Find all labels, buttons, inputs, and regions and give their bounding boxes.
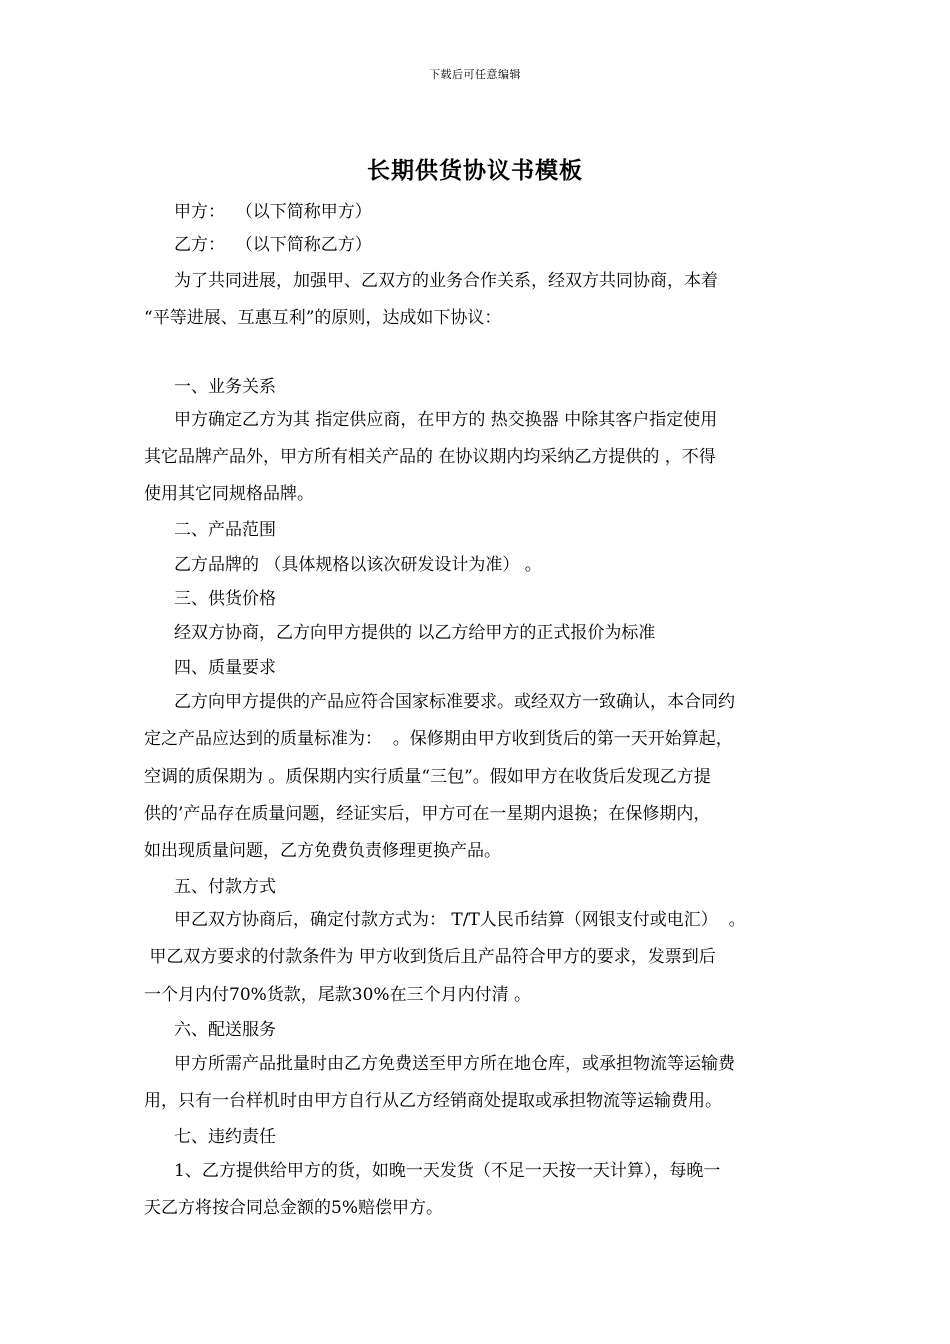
paragraph-line: 一个月内付70%货款，尾款30%在三个月内付清 。: [144, 985, 531, 1005]
section-heading-products: 二、产品范围: [174, 520, 276, 540]
party-a-line: 甲方： （以下简称甲方）: [174, 202, 372, 222]
paragraph-line: 经双方协商，乙方向甲方提供的 以乙方给甲方的正式报价为标准: [174, 623, 656, 643]
document-title: 长期供货协议书模板: [367, 157, 583, 184]
paragraph-line: 天乙方将按合同总金额的5%赔偿甲方。: [144, 1198, 443, 1218]
section-heading-business: 一、业务关系: [174, 377, 276, 397]
header-note: 下载后可任意编辑: [429, 68, 521, 81]
section-heading-delivery: 六、配送服务: [174, 1020, 276, 1040]
paragraph-line: 甲方确定乙方为其 指定供应商，在甲方的 热交换器 中除其客户指定使用: [174, 410, 718, 430]
paragraph-line: 乙方品牌的 （具体规格以该次研发设计为准） 。: [174, 555, 542, 575]
paragraph-line: 空调的质保期为 。质保期内实行质量“三包”。假如甲方在收货后发现乙方提: [144, 767, 711, 787]
paragraph-line: 使用其它同规格品牌。: [144, 484, 314, 504]
paragraph-line: 其它品牌产品外，甲方所有相关产品的 在协议期内均采纳乙方提供的 ，不得: [144, 447, 716, 467]
section-heading-quality: 四、质量要求: [174, 658, 276, 678]
section-heading-payment: 五、付款方式: [174, 877, 276, 897]
paragraph-line: 甲乙双方要求的付款条件为 甲方收到货后且产品符合甲方的要求，发票到后: [144, 947, 716, 967]
preamble-line-1: 为了共同进展，加强甲、乙双方的业务合作关系，经双方共同协商，本着: [174, 271, 718, 291]
paragraph-line: 乙方向甲方提供的产品应符合国家标准要求。或经双方一致确认，本合同约: [174, 692, 735, 712]
paragraph-line: 甲方所需产品批量时由乙方免费送至甲方所在地仓库，或承担物流等运输费: [174, 1054, 735, 1074]
paragraph-line: 定之产品应达到的质量标准为： 。保修期由甲方收到货后的第一天开始算起，: [144, 729, 733, 749]
section-heading-liability: 七、违约责任: [174, 1127, 276, 1147]
paragraph-line: 用，只有一台样机时由甲方自行从乙方经销商处提取或承担物流等运输费用。: [144, 1091, 722, 1111]
section-heading-price: 三、供货价格: [174, 589, 276, 609]
preamble-line-2: “平等进展、互惠互利”的原则，达成如下协议：: [144, 308, 502, 328]
paragraph-line: 甲乙双方协商后，确定付款方式为： T/T人民币结算（网银支付或电汇） 。: [174, 910, 746, 930]
paragraph-line: 如出现质量问题，乙方免费负责修理更换产品。: [144, 841, 501, 861]
party-b-line: 乙方： （以下简称乙方）: [174, 235, 372, 255]
paragraph-line: 供的’产品存在质量问题，经证实后，甲方可在一星期内退换；在保修期内，: [144, 804, 711, 824]
paragraph-line: 1、乙方提供给甲方的货，如晚一天发货（不足一天按一天计算），每晚一: [174, 1161, 721, 1181]
